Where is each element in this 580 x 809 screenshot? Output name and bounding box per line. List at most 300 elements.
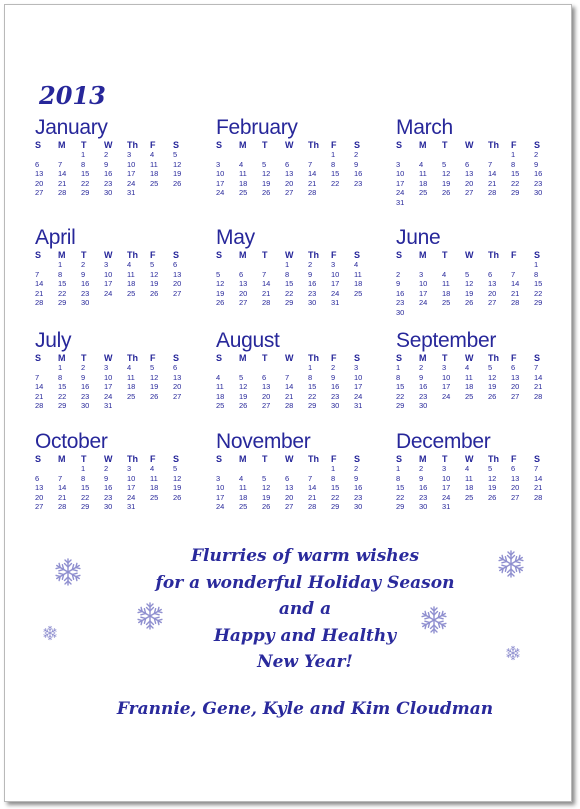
- day-cell: 11: [150, 473, 158, 483]
- weekday-header: W: [285, 454, 294, 464]
- day-cell: 31: [127, 188, 136, 198]
- weekday-header: T: [81, 353, 87, 363]
- day-cell: 28: [308, 188, 317, 198]
- day-cell: 29: [285, 298, 294, 308]
- day-cell: 25: [442, 298, 451, 308]
- day-cell: 30: [104, 502, 113, 512]
- day-cell: 12: [465, 279, 474, 289]
- day-cell: 19: [173, 483, 182, 493]
- day-cell: 25: [127, 391, 136, 401]
- day-cell: 19: [239, 391, 248, 401]
- weekday-header: S: [216, 353, 223, 363]
- day-cell: 24: [442, 492, 451, 502]
- weekday-header: T: [262, 454, 268, 464]
- day-cell: 11: [150, 159, 158, 169]
- day-cell: 15: [331, 169, 340, 179]
- day-cell: 4: [127, 363, 132, 372]
- weekday-header: F: [511, 140, 517, 150]
- day-cell: 18: [216, 391, 225, 401]
- day-cell: 13: [511, 372, 520, 382]
- day-cell: 8: [396, 473, 401, 483]
- day-cell: 27: [35, 188, 44, 198]
- weekday-header: M: [419, 454, 427, 464]
- empty-cell: [216, 363, 239, 373]
- day-cell: 7: [511, 269, 516, 279]
- day-cell: 12: [239, 382, 248, 392]
- month-grid: [216, 454, 381, 512]
- day-cell: 5: [173, 464, 178, 473]
- day-cell: 3: [442, 464, 447, 473]
- day-cell: 2: [81, 260, 86, 269]
- day-cell: 23: [419, 391, 428, 401]
- day-cell: 19: [262, 178, 271, 188]
- weekday-header: Th: [127, 454, 138, 464]
- day-cell: 23: [104, 492, 113, 502]
- day-cell: 19: [488, 382, 497, 392]
- day-cell: 16: [419, 483, 428, 493]
- day-cell: 22: [511, 178, 520, 188]
- day-cell: 17: [127, 169, 136, 179]
- day-cell: 21: [511, 288, 520, 298]
- day-cell: 1: [331, 150, 336, 159]
- day-cell: 3: [354, 363, 359, 372]
- day-cell: 2: [354, 464, 359, 473]
- weekday-header: S: [216, 454, 223, 464]
- day-cell: 3: [104, 363, 109, 372]
- day-cell: 21: [35, 391, 44, 401]
- weekday-header: T: [262, 140, 268, 150]
- day-cell: 15: [534, 279, 543, 289]
- day-cell: 3: [216, 159, 221, 169]
- day-cell: 9: [419, 372, 424, 382]
- weekday-header: S: [173, 250, 180, 260]
- day-cell: 18: [465, 483, 474, 493]
- day-cell: 26: [488, 492, 497, 502]
- day-cell: 2: [308, 260, 313, 269]
- day-cell: 5: [150, 260, 155, 269]
- day-cell: 8: [285, 269, 290, 279]
- day-cell: 10: [331, 269, 340, 279]
- day-cell: 12: [150, 269, 159, 279]
- day-cell: 1: [331, 464, 336, 473]
- day-cell: 29: [511, 188, 520, 198]
- empty-cell: [396, 150, 419, 160]
- day-cell: 23: [331, 391, 340, 401]
- weekday-header: S: [354, 250, 361, 260]
- day-cell: 20: [465, 178, 474, 188]
- day-cell: 6: [262, 372, 267, 382]
- day-cell: 23: [354, 492, 363, 502]
- day-cell: 2: [104, 464, 109, 473]
- day-cell: 22: [58, 391, 67, 401]
- day-cell: 4: [150, 464, 155, 473]
- day-cell: 24: [419, 298, 428, 308]
- day-cell: 9: [534, 159, 539, 169]
- day-cell: 7: [534, 464, 539, 473]
- weekday-header: M: [419, 353, 427, 363]
- day-cell: 26: [442, 188, 451, 198]
- day-cell: 14: [285, 382, 294, 392]
- day-cell: 25: [150, 492, 159, 502]
- day-cell: 6: [511, 363, 516, 372]
- day-cell: 24: [104, 391, 113, 401]
- weekday-header: S: [216, 140, 223, 150]
- day-cell: 6: [173, 363, 178, 372]
- day-cell: 11: [127, 372, 135, 382]
- day-cell: 30: [354, 502, 363, 512]
- weekday-header: Th: [488, 250, 499, 260]
- month-grid: [216, 140, 381, 198]
- signature: Frannie, Gene, Kyle and Kim Cloudman: [116, 699, 494, 719]
- day-cell: 27: [173, 391, 182, 401]
- day-cell: 20: [35, 492, 44, 502]
- empty-cell: [239, 150, 262, 160]
- day-cell: 10: [442, 372, 451, 382]
- empty-cell: [239, 363, 262, 373]
- weekday-header: F: [331, 250, 337, 260]
- weekday-header: F: [511, 250, 517, 260]
- day-cell: 5: [488, 464, 493, 473]
- day-cell: 11: [354, 269, 362, 279]
- day-cell: 2: [419, 363, 424, 372]
- day-cell: 13: [173, 372, 182, 382]
- weekday-header: Th: [488, 353, 499, 363]
- day-cell: 25: [239, 502, 248, 512]
- day-cell: 17: [354, 382, 363, 392]
- day-cell: 4: [465, 363, 470, 372]
- snowflake-icon: [419, 605, 449, 635]
- weekday-header: W: [104, 140, 113, 150]
- day-cell: 14: [534, 372, 543, 382]
- day-cell: 15: [396, 382, 405, 392]
- empty-cell: [262, 464, 285, 474]
- weekday-header: S: [354, 353, 361, 363]
- day-cell: 2: [81, 363, 86, 372]
- weekday-header: S: [396, 250, 403, 260]
- day-cell: 20: [239, 288, 248, 298]
- day-cell: 1: [308, 363, 313, 372]
- weekday-header: T: [442, 250, 448, 260]
- empty-cell: [308, 150, 331, 160]
- day-cell: 19: [150, 382, 159, 392]
- day-cell: 1: [81, 150, 86, 159]
- month-grid: [396, 140, 561, 208]
- day-cell: 12: [262, 483, 271, 493]
- weekday-header: W: [285, 353, 294, 363]
- weekday-header: S: [216, 250, 223, 260]
- day-cell: 28: [35, 401, 44, 411]
- day-cell: 20: [488, 288, 497, 298]
- day-cell: 21: [35, 288, 44, 298]
- day-cell: 20: [35, 178, 44, 188]
- day-cell: 11: [442, 279, 450, 289]
- month-november: [216, 431, 381, 512]
- day-cell: 21: [58, 492, 67, 502]
- day-cell: 16: [354, 169, 363, 179]
- day-cell: 16: [354, 483, 363, 493]
- weekday-header: T: [81, 140, 87, 150]
- day-cell: 25: [127, 288, 136, 298]
- weekday-header: T: [262, 250, 268, 260]
- weekday-header: Th: [308, 454, 319, 464]
- day-cell: 12: [262, 169, 271, 179]
- day-cell: 8: [81, 159, 86, 169]
- day-cell: 28: [58, 188, 67, 198]
- day-cell: 15: [331, 483, 340, 493]
- day-cell: 25: [354, 288, 363, 298]
- month-name: January: [35, 116, 108, 139]
- day-cell: 1: [58, 363, 63, 372]
- weekday-header: F: [150, 250, 156, 260]
- day-cell: 10: [104, 269, 113, 279]
- empty-cell: [216, 464, 239, 474]
- day-cell: 28: [58, 502, 67, 512]
- day-cell: 23: [354, 178, 363, 188]
- day-cell: 22: [58, 288, 67, 298]
- day-cell: 6: [173, 260, 178, 269]
- day-cell: 27: [511, 492, 520, 502]
- day-cell: 14: [308, 169, 317, 179]
- day-cell: 28: [285, 401, 294, 411]
- day-cell: 1: [58, 260, 63, 269]
- empty-cell: [488, 260, 511, 270]
- month-august: [216, 330, 381, 411]
- day-cell: 13: [511, 473, 520, 483]
- weekday-header: W: [465, 353, 474, 363]
- day-cell: 28: [534, 391, 543, 401]
- day-cell: 17: [104, 382, 113, 392]
- day-cell: 1: [511, 150, 516, 159]
- day-cell: 14: [488, 169, 497, 179]
- day-cell: 4: [442, 269, 447, 279]
- month-february: [216, 117, 381, 198]
- weekday-header: S: [354, 454, 361, 464]
- weekday-header: W: [104, 454, 113, 464]
- day-cell: 9: [308, 269, 313, 279]
- weekday-header: M: [58, 454, 66, 464]
- month-name: July: [35, 329, 72, 352]
- weekday-header: W: [465, 454, 474, 464]
- weekday-header: M: [239, 454, 247, 464]
- day-cell: 3: [442, 363, 447, 372]
- day-cell: 20: [285, 178, 294, 188]
- month-july: [35, 330, 200, 411]
- empty-cell: [308, 464, 331, 474]
- day-cell: 27: [35, 502, 44, 512]
- day-cell: 31: [396, 197, 405, 207]
- day-cell: 17: [127, 483, 136, 493]
- weekday-header: S: [534, 454, 541, 464]
- day-cell: 24: [442, 391, 451, 401]
- day-cell: 14: [35, 279, 44, 289]
- day-cell: 19: [465, 288, 474, 298]
- weekday-header: F: [331, 140, 337, 150]
- weekday-header: T: [262, 353, 268, 363]
- day-cell: 10: [104, 372, 113, 382]
- day-cell: 24: [127, 178, 136, 188]
- day-cell: 21: [308, 178, 317, 188]
- snowflake-icon: [505, 645, 521, 661]
- day-cell: 6: [35, 159, 40, 169]
- day-cell: 14: [35, 382, 44, 392]
- day-cell: 28: [511, 298, 520, 308]
- day-cell: 29: [331, 502, 340, 512]
- weekday-header: S: [173, 353, 180, 363]
- day-cell: 24: [331, 288, 340, 298]
- month-name: September: [396, 329, 497, 352]
- day-cell: 9: [354, 159, 359, 169]
- day-cell: 30: [534, 188, 543, 198]
- day-cell: 22: [285, 288, 294, 298]
- day-cell: 7: [35, 269, 40, 279]
- day-cell: 29: [58, 401, 67, 411]
- day-cell: 12: [150, 372, 159, 382]
- weekday-header: F: [150, 140, 156, 150]
- day-cell: 25: [150, 178, 159, 188]
- day-cell: 21: [534, 483, 543, 493]
- month-june: [396, 227, 561, 318]
- weekday-header: W: [285, 250, 294, 260]
- day-cell: 4: [419, 159, 424, 169]
- day-cell: 16: [419, 382, 428, 392]
- empty-cell: [35, 260, 58, 270]
- weekday-header: T: [81, 454, 87, 464]
- empty-cell: [419, 260, 442, 270]
- day-cell: 11: [216, 382, 224, 392]
- day-cell: 30: [419, 401, 428, 411]
- day-cell: 5: [442, 159, 447, 169]
- day-cell: 18: [127, 382, 136, 392]
- day-cell: 26: [150, 288, 159, 298]
- day-cell: 12: [442, 169, 451, 179]
- day-cell: 14: [58, 169, 67, 179]
- day-cell: 6: [239, 269, 244, 279]
- weekday-header: W: [104, 250, 113, 260]
- month-grid: [216, 353, 381, 411]
- day-cell: 3: [216, 473, 221, 483]
- day-cell: 8: [81, 473, 86, 483]
- day-cell: 6: [488, 269, 493, 279]
- day-cell: 1: [534, 260, 539, 269]
- day-cell: 8: [331, 473, 336, 483]
- day-cell: 6: [285, 473, 290, 483]
- day-cell: 1: [81, 464, 86, 473]
- day-cell: 4: [150, 150, 155, 159]
- day-cell: 17: [419, 288, 428, 298]
- day-cell: 4: [239, 159, 244, 169]
- month-october: [35, 431, 200, 512]
- day-cell: 7: [308, 473, 313, 483]
- weekday-header: Th: [488, 140, 499, 150]
- day-cell: 15: [58, 382, 67, 392]
- weekday-header: T: [442, 353, 448, 363]
- weekday-header: M: [419, 250, 427, 260]
- day-cell: 25: [419, 188, 428, 198]
- day-cell: 4: [216, 372, 221, 382]
- greeting-line: Flurries of warm wishes: [190, 546, 420, 566]
- day-cell: 30: [308, 298, 317, 308]
- day-cell: 16: [104, 169, 113, 179]
- day-cell: 20: [511, 382, 520, 392]
- day-cell: 4: [127, 260, 132, 269]
- weekday-header: S: [173, 140, 180, 150]
- day-cell: 24: [104, 288, 113, 298]
- month-grid: [35, 250, 200, 308]
- day-cell: 19: [150, 279, 159, 289]
- day-cell: 26: [150, 391, 159, 401]
- day-cell: 28: [488, 188, 497, 198]
- day-cell: 23: [534, 178, 543, 188]
- day-cell: 8: [58, 372, 63, 382]
- day-cell: 1: [396, 464, 401, 473]
- day-cell: 9: [104, 473, 109, 483]
- day-cell: 22: [331, 492, 340, 502]
- day-cell: 6: [465, 159, 470, 169]
- weekday-header: S: [396, 353, 403, 363]
- empty-cell: [58, 464, 81, 474]
- day-cell: 21: [58, 178, 67, 188]
- weekday-header: Th: [127, 353, 138, 363]
- day-cell: 10: [396, 169, 405, 179]
- day-cell: 20: [262, 391, 271, 401]
- empty-cell: [396, 260, 419, 270]
- month-name: June: [396, 226, 441, 249]
- day-cell: 5: [488, 363, 493, 372]
- weekday-header: S: [396, 140, 403, 150]
- day-cell: 10: [442, 473, 451, 483]
- month-january: [35, 117, 200, 198]
- day-cell: 19: [488, 483, 497, 493]
- day-cell: 11: [465, 372, 473, 382]
- snowflake-icon: [42, 625, 58, 641]
- day-cell: 27: [511, 391, 520, 401]
- day-cell: 17: [331, 279, 340, 289]
- day-cell: 11: [239, 483, 247, 493]
- day-cell: 30: [81, 401, 90, 411]
- day-cell: 26: [262, 502, 271, 512]
- day-cell: 29: [308, 401, 317, 411]
- greeting-line: Happy and Healthy: [213, 625, 397, 646]
- day-cell: 18: [354, 279, 363, 289]
- weekday-header: W: [104, 353, 113, 363]
- month-name: April: [35, 226, 76, 249]
- month-grid: [35, 140, 200, 198]
- empty-cell: [35, 464, 58, 474]
- empty-cell: [465, 260, 488, 270]
- day-cell: 11: [465, 473, 473, 483]
- greeting-line: and a: [278, 599, 332, 620]
- day-cell: 21: [488, 178, 497, 188]
- weekday-header: T: [81, 250, 87, 260]
- day-cell: 6: [35, 473, 40, 483]
- day-cell: 4: [465, 464, 470, 473]
- day-cell: 24: [127, 492, 136, 502]
- day-cell: 6: [511, 464, 516, 473]
- day-cell: 29: [81, 502, 90, 512]
- day-cell: 15: [308, 382, 317, 392]
- month-may: [216, 227, 381, 308]
- month-grid: [396, 454, 561, 512]
- day-cell: 24: [354, 391, 363, 401]
- day-cell: 5: [465, 269, 470, 279]
- month-name: November: [216, 430, 311, 453]
- day-cell: 9: [81, 269, 86, 279]
- day-cell: 16: [104, 483, 113, 493]
- month-december: [396, 431, 561, 512]
- day-cell: 13: [488, 279, 497, 289]
- weekday-header: Th: [308, 250, 319, 260]
- empty-cell: [511, 260, 534, 270]
